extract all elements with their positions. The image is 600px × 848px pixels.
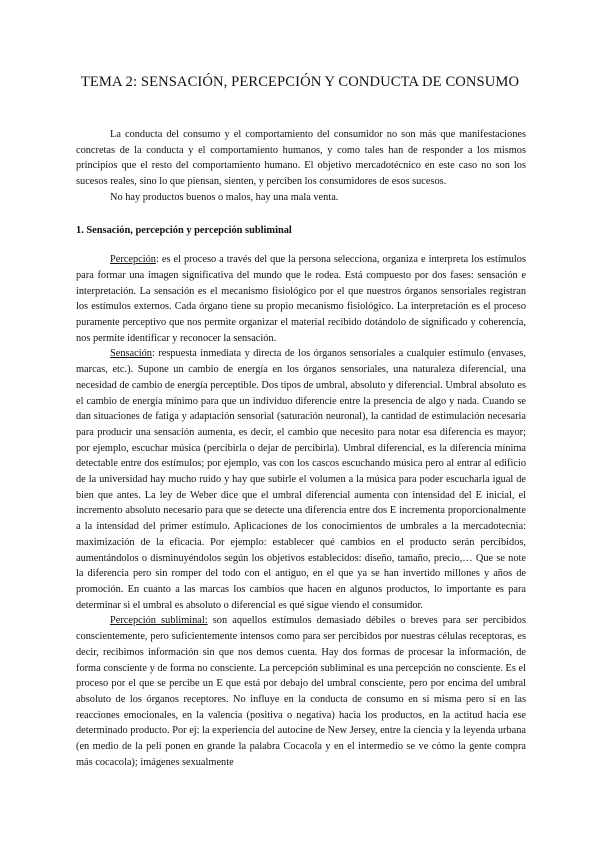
sensacion-paragraph xyxy=(76,346,526,613)
subliminal-term: Percepción subliminal: xyxy=(110,615,208,627)
section-heading: 1. Sensación, percepción y percepción subliminal xyxy=(76,224,292,236)
document-title: TEMA 2: SENSACIÓN, PERCEPCIÓN Y CONDUCTA DE CONSUMO xyxy=(80,74,520,90)
percepcion-paragraph xyxy=(76,252,526,346)
subliminal-paragraph xyxy=(76,613,526,770)
intro-statement: No hay productos buenos o malos, hay una mala venta. xyxy=(110,191,339,203)
sensacion-definition: : respuesta inmediata y directa de los órganos sensoriales a cualquier estímulo (envases, marcas, etc.). Supone un cambio de energía en los órganos sensoriales, una naturaleza diferencial, una necesidad de cambio de energía perceptible. Dos tipos de umbral, absoluto y diferencial. Umbral absoluto es el cambio de energía mínimo para que un individuo diferencie entre la presencia de algo y nada. Cuando se dan situaciones de fatiga y adaptación sensorial (saturación neuronal), la cantidad de estimulación necesaria para producir una sensación aumenta, es decir, el cambio que necesito para notar esa diferencia es mayor; por ejemplo, escuchar música (percibirla o dejar de percibirla). Umbral diferencial, es la diferencia mínima detectable entre dos estímulos; por ejemplo, vas con los cascos escuchando música pero al entrar al edificio de la universidad hay mucho ruido y hay que subirle el volumen a la música para poder escucharla igual de bien que antes. La ley de Weber dice que el umbral diferencial aumenta con intensidad del E inicial, el incremento absoluto necesario para que se detecte una diferencia entre dos E incrementa proporcionalmente a la intensidad del primer estímulo. Aplicaciones de los conocimientos de umbrales a la mercadotecnia: maximización de la eficacia. Por ejemplo: establecer qué cambios en el producto serán percibidos, aumentándolos o disminuyéndolos según los objetivos establecidos: diseño, tamaño, precio,… Que se note la diferencia pero sin romper del todo con el antiguo, en el que ya se han invertido millones y años de promoción. En cuanto a las marcas los cambios que hacen en algunos productos, lo importante es para determinar si el umbral es absoluto o diferencial es qué sigue viendo el consumidor. xyxy=(76,348,526,611)
sensacion-term: Sensación xyxy=(110,348,152,360)
document-body xyxy=(76,127,526,770)
percepcion-definition: : es el proceso a través del que la persona selecciona, organiza e interpreta los estímulos para formar una imagen significativa del mundo que le rodea. Está compuesto por dos fases: sensación e interpretación. La sensación es el mecanismo fisiológico por el que nuestros órganos sensoriales registran los estímulos externos. Cada órgano tiene su propio mecanismo fisiológico. La interpretación es el proceso puramente perceptivo que nos permite organizar el material recibido dotándolo de significado y coherencia, nos permite identificar y reconocer la sensación. xyxy=(76,254,526,344)
percepcion-term: Percepción xyxy=(110,254,156,266)
intro-paragraph: La conducta del consumo y el comportamiento del consumidor no son más que manifestaciones concretas de la conducta y el comportamiento humanos, y como tales han de responder a los mismos principios que el resto del comportamiento humano. El objetivo mercadotécnico en este caso no son los sucesos reales, sino lo que piensan, sienten, y perciben los consumidores de esos sucesos. xyxy=(76,129,526,188)
subliminal-definition: son aquellos estímulos demasiado débiles o breves para ser percibidos conscientemente, pero suficientemente intensos como para ser percibidos por nuestras células receptoras, es decir, recibimos información sin que nos demos cuenta. Hay dos formas de procesar la información, de forma consciente y de forma no consciente. La percepción subliminal es una percepción no consciente. Es el proceso por el que se percibe un E que está por debajo del umbral consciente, pero por encima del umbral absoluto de los órganos receptores. No influye en la conducta de consumo en sí misma pero sí en las reacciones emocionales, en la valencia (positiva o negativa) hacia los productos, en la actitud hacia ese determinado producto. Por ej: la experiencia del autocine de New Jersey, entre la ciencia y la leyenda urbana (en medio de la peli ponen en grande la palabra Cocacola y en el intermedio se ve cómo la gente compra más cocacola); imágenes sexualmente xyxy=(76,615,526,768)
